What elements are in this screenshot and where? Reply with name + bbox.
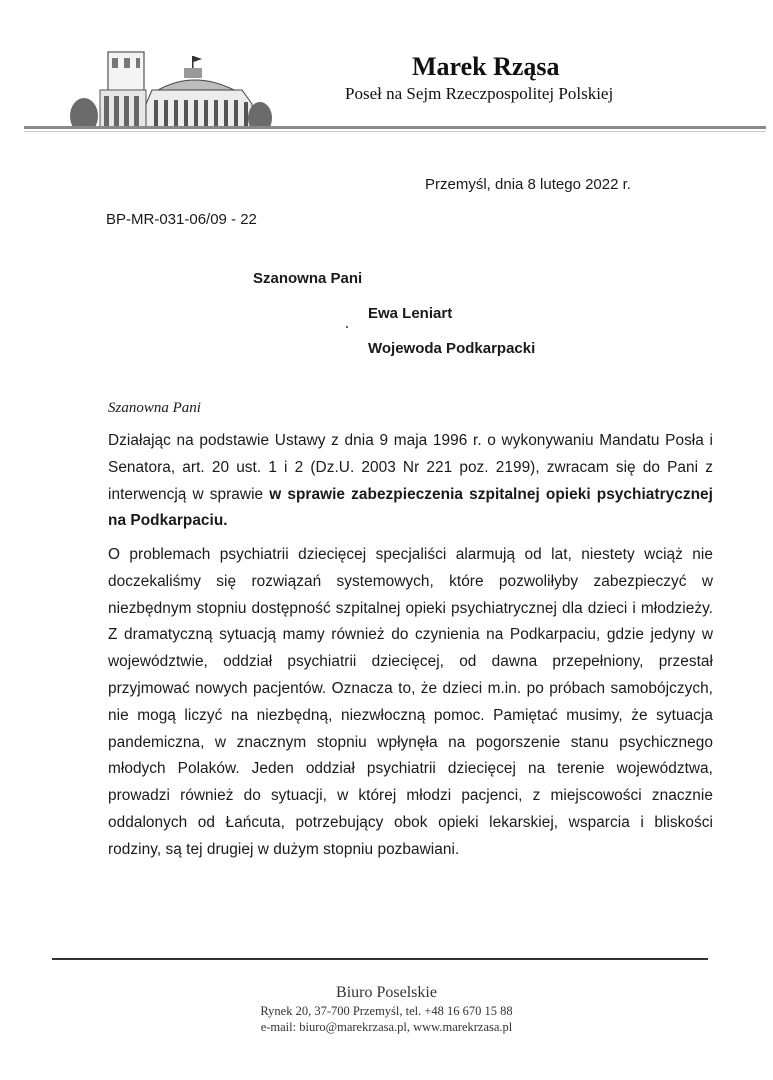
member-title: Poseł na Sejm Rzeczpospolitej Polskiej xyxy=(345,84,614,103)
footer-contact: e-mail: biuro@marekrzasa.pl, www.marekrzasa.pl xyxy=(260,1020,513,1034)
reference-number: BP-MR-031-06/09 - 22 xyxy=(106,211,257,228)
addressee-position: Wojewoda Podkarpacki xyxy=(368,340,536,357)
stray-mark xyxy=(346,326,348,328)
paragraph-intro-subject: w sprawie zabezpieczenia szpitalnej opieki psychiatrycznej na Podkarpaciu. xyxy=(108,485,713,530)
paragraph-intro xyxy=(108,428,713,535)
footer-address: Rynek 20, 37-700 Przemyśl, tel. +48 16 670 15 88 xyxy=(260,1004,513,1018)
header-divider xyxy=(24,126,766,134)
footer-office-name: Biuro Poselskie xyxy=(336,984,437,1001)
addressee-name: Ewa Leniart xyxy=(368,305,453,322)
paragraph-intro-text: Działając na podstawie Ustawy z dnia 9 maja 1996 r. o wykonywaniu Mandatu Posła i Senatora, art. 20 ust. 1 i 2 (Dz.U. 2003 Nr 221 poz. 2199), zwracam się do Pani z interwencją w sprawie xyxy=(108,432,713,503)
footer-divider xyxy=(52,958,708,960)
paragraph-main: O problemach psychiatrii dziecięcej specjaliści alarmują od lat, niestety wciąż nie doczekaliśmy się rozwiązań systemowych, które pozwoliłyby zabezpieczyć w niezbędnym stopniu dostępność szpitalnej opieki psychiatrycznej dla dzieci i młodzieży. Z dramatyczną sytuacją mamy również do czynienia na Podkarpaciu, gdzie jedyny w województwie, oddział psychiatrii dziecięcej, od dawna przepełniony, przestał przyjmować nowych pacjentów. Oznacza to, że dzieci m.in. po próbach samobójczych, nie mogą liczyć na niezbędną, niezwłoczną pomoc. Pamiętać musimy, że sytuacja pandemiczna, w znacznym stopniu wpłynęła na pogorszenie stanu psychicznego młodych Polaków. Jeden oddział psychiatrii dziecięcej na terenie województwa, prowadzi również do sytuacji, w której młodzi pacjenci, z miejscowości znacznie oddalonych od Łańcuta, potrzebujący obok opieki lekarskiej, wsparcia i bliskości rodziny, są tej drugiej w dużym stopniu pozbawiani. xyxy=(108,546,713,858)
member-name: Marek Rząsa xyxy=(412,52,560,81)
letter-date: Przemyśl, dnia 8 lutego 2022 r. xyxy=(425,176,631,193)
letter-salutation: Szanowna Pani xyxy=(108,400,201,416)
addressee-greeting: Szanowna Pani xyxy=(253,270,363,287)
